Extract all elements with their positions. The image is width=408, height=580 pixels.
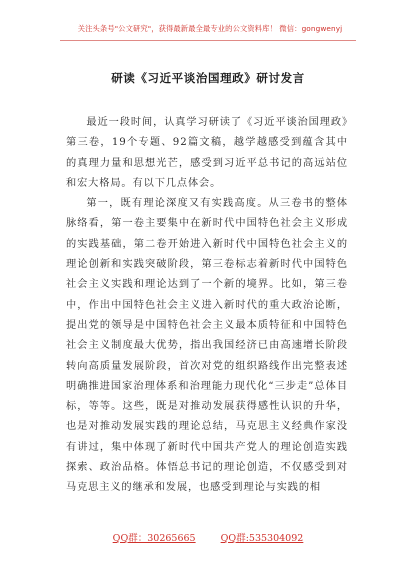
footer-contacts [60,530,356,544]
promo-banner[interactable]: 关注头条号"公文研究"，获得最新最全最专业的公文资料库！ 微信：gongwenyj [77,24,343,33]
header-divider [60,40,356,41]
paragraph-intro: 最近一段时间，认真学习研读了《习近平谈治国理政》第三卷，19个专题、92篇文稿，越学越感受到蕴含其中的真理力量和思想光芒，感受到习近平总书记的高远站位和宏大格局。有以下几点体会。 [66,117,348,189]
paragraph-first-point: 第一，既有理论深度又有实践高度。从三卷书的整体脉络看，第一卷主要集中在新时代中国特色社会主义形成的实践基础，第二卷开始进入新时代中国特色社会主义的理论创新和实践突破阶段，第三卷标志着新时代中国特色社会主义实践和理论达到了一个新的境界。比如，第三卷中，作出中国特色社会主义进入新时代的重大政治论断，提出党的领导是中国特色社会主义最本质特征和中国特色社会主义制度最大优势，指出我国经济已由高速增长阶段转向高质量发展阶段，首次对党的组织路线作出完整表述明确推进国家治理体系和治理能力现代化“三步走”总体目标，等等。这些，既是对推动发展获得感性认识的升华，也是对推动发展实践的理论总结，马克思主义经典作家没有讲过，集中体现了新时代中国共产党人的理论创造实践探索、政治品格。体悟总书记的理论创造，不仅感受到对马克思主义的继承和发展，也感受到理论与实践的相 [66,198,348,494]
qq-group-link-left[interactable]: QQ群：30265665 [112,533,196,544]
document-body [66,113,348,499]
qq-group-link-right[interactable]: QQ群:535304092 [220,533,304,544]
document-title: 研读《习近平谈治国理政》研讨发言 [111,71,305,85]
